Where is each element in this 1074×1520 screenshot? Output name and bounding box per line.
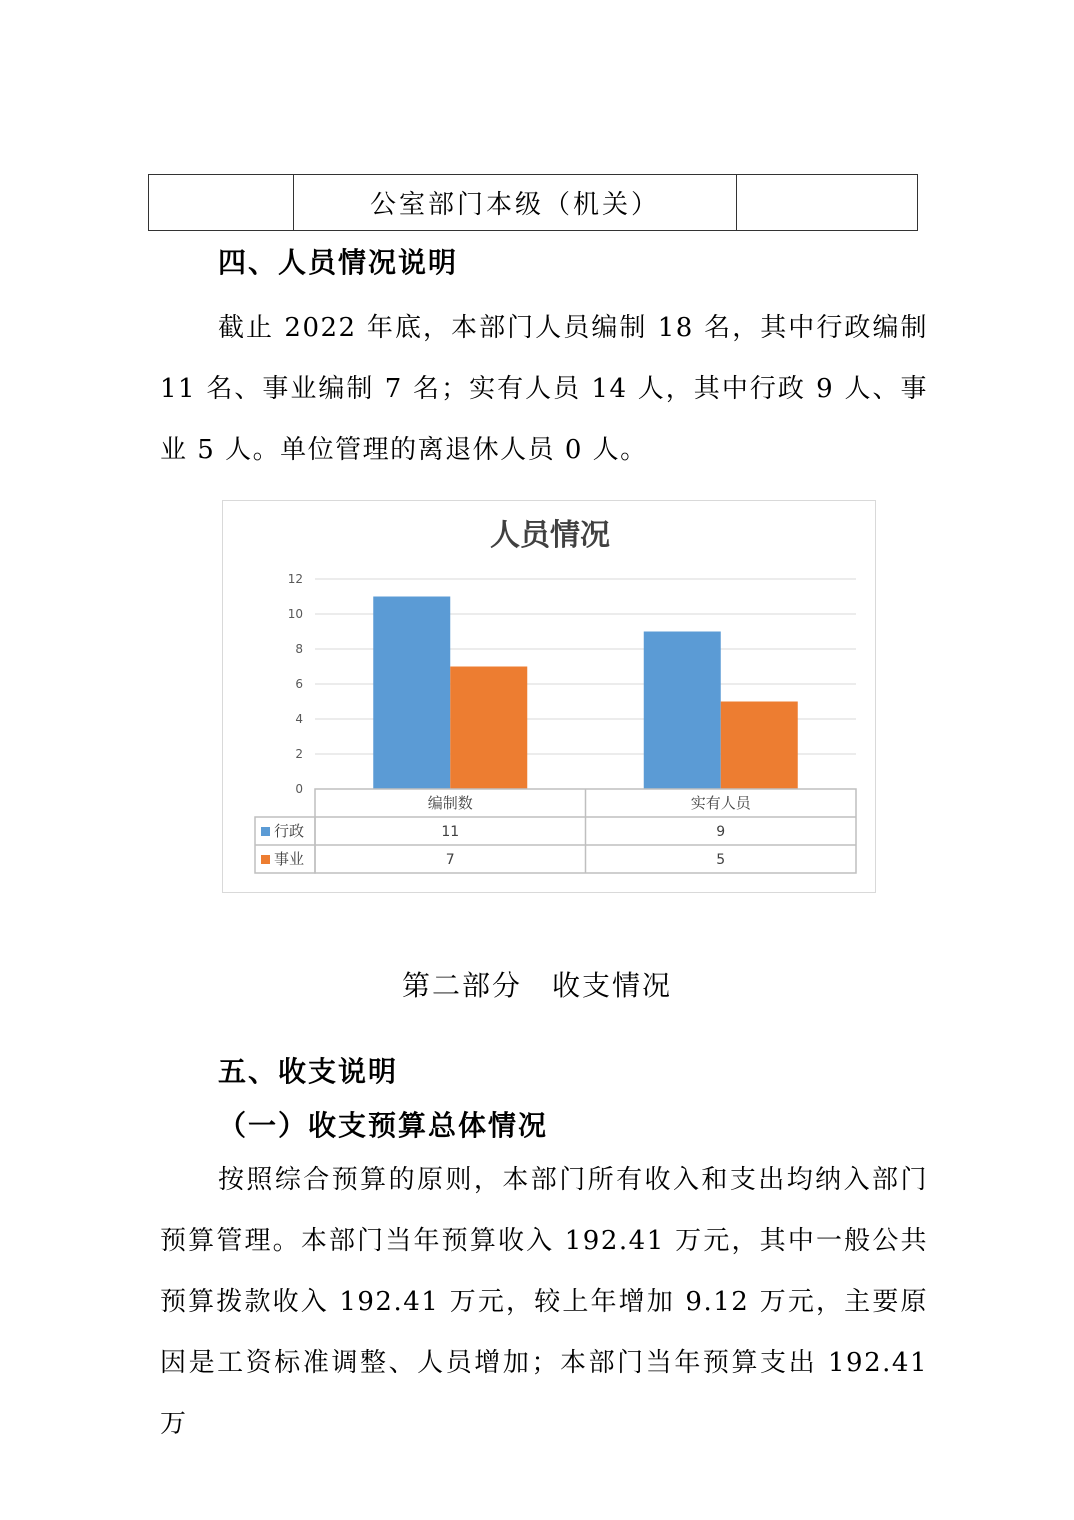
data-label: 11 <box>441 824 460 840</box>
legend-label: 事业 <box>274 850 305 868</box>
bar-行政-编制数 <box>373 597 450 790</box>
table-cell-left <box>149 175 294 230</box>
part2-title: 第二部分 收支情况 <box>401 969 672 1002</box>
unit-table <box>148 174 918 231</box>
section5-subheading: （一）收支预算总体情况 <box>218 1109 549 1142</box>
data-label: 5 <box>716 852 726 868</box>
legend-label: 行政 <box>274 822 305 840</box>
category-label: 实有人员 <box>690 794 751 812</box>
bar-chart-svg <box>223 501 877 894</box>
legend-key-事业 <box>261 855 270 864</box>
y-tick-label: 0 <box>295 782 303 796</box>
bar-事业-实有人员 <box>721 702 798 790</box>
chart-title: 人员情况 <box>490 518 610 553</box>
bar-事业-编制数 <box>450 667 527 790</box>
table-cell-right <box>737 175 917 230</box>
y-tick-label: 4 <box>295 712 303 726</box>
section5-heading: 五、收支说明 <box>218 1055 399 1088</box>
legend-key-行政 <box>261 827 270 836</box>
y-tick-label: 12 <box>287 572 303 586</box>
table-cell-unit-name: 公室部门本级（机关） <box>294 175 737 230</box>
staff-chart <box>222 500 876 893</box>
y-tick-label: 8 <box>295 642 303 656</box>
section5-paragraph: 按照综合预算的原则，本部门所有收入和支出均纳入部门预算管理。本部门当年预算收入 192.41 万元，其中一般公共预算拨款收入 192.41 万元，较上年增加 9.12 万元，主要原因是工资标准调整、人员增加；本部门当年预算支出 192.41 万 <box>160 1165 928 1439</box>
data-label: 7 <box>445 852 455 868</box>
category-label: 编制数 <box>427 794 473 812</box>
y-tick-label: 2 <box>295 747 303 761</box>
data-label: 9 <box>716 824 726 840</box>
y-tick-label: 10 <box>287 607 303 621</box>
section4-heading: 四、人员情况说明 <box>218 246 459 279</box>
bar-行政-实有人员 <box>644 632 721 790</box>
y-tick-label: 6 <box>295 677 303 691</box>
section4-paragraph: 截止 2022 年底，本部门人员编制 18 名，其中行政编制 11 名、事业编制 7 名；实有人员 14 人，其中行政 9 人、事业 5 人。单位管理的离退休人员 0 人。 <box>160 313 928 465</box>
